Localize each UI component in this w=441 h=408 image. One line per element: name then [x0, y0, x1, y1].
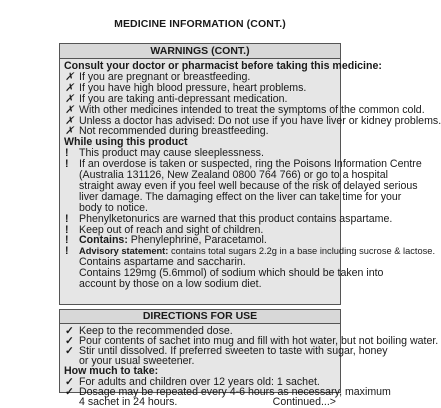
exclamation-icon: !	[65, 212, 69, 225]
page-title: MEDICINE INFORMATION (CONT.)	[114, 18, 286, 30]
consult-heading	[60, 60, 382, 72]
directions-header: DIRECTIONS FOR USE	[60, 310, 340, 324]
list-item-text: If you are taking anti-depressant medication.	[79, 92, 288, 105]
list-item-text: With other medicines intended to treat the symptoms of the common cold.	[79, 103, 425, 116]
list-item-text: Dosage may be repeated every 4-6 hours as necessary, maximum	[79, 385, 391, 398]
exclamation-icon: !	[65, 158, 69, 171]
list-item-text: account by those on a low sodium diet.	[79, 278, 262, 290]
list-item-text: Contains aspartame and saccharin.	[79, 256, 246, 269]
check-icon: ✓	[65, 385, 74, 398]
check-icon: ✓	[65, 335, 74, 348]
list-item-text: 4 sachet in 24 hours.	[79, 395, 178, 408]
continued-text: Continued...>	[272, 395, 336, 408]
list-item-text: Keep to the recommended dose.	[79, 325, 233, 337]
warnings-header: WARNINGS (CONT.)	[60, 44, 340, 59]
list-item-text: or your usual sweetener.	[79, 355, 195, 368]
exclamation-icon: !	[65, 245, 69, 258]
list-item-text: Phenylketonurics are warned that this product contains aspartame.	[79, 212, 393, 225]
list-item-label: Advisory statement:	[79, 246, 171, 257]
consult-heading-text: Consult your doctor or pharmacist before taking this medicine:	[64, 60, 382, 72]
cross-icon: ✗	[65, 92, 74, 105]
cross-icon: ✗	[65, 81, 74, 94]
exclamation-icon: !	[65, 147, 69, 160]
while-heading-text: While using this product	[64, 136, 188, 149]
cross-icon: ✗	[65, 114, 74, 127]
list-item-line: contains total sugars 2.2g in a base including sucrose & lactose.	[170, 246, 436, 257]
list-item-label: Contains:	[79, 234, 131, 247]
directions-panel	[59, 309, 439, 408]
list-item-line: Phenylephrine, Paracetamol.	[130, 234, 267, 247]
cross-icon: ✗	[65, 70, 74, 83]
cross-icon: ✗	[65, 103, 74, 116]
check-icon: ✓	[65, 375, 74, 388]
cross-icon: ✗	[65, 125, 74, 138]
list-item-text: body to notice.	[79, 201, 148, 214]
how-much-heading-text: How much to take:	[64, 365, 159, 378]
list-item-text: Not recommended during breastfeeding.	[79, 125, 269, 138]
exclamation-icon: !	[65, 223, 69, 236]
list-item-text: For adults and children over 12 years old: 1 sachet.	[79, 375, 320, 388]
list-item-text: Keep out of reach and sight of children.	[79, 223, 264, 236]
list-item-text: If you are pregnant or breastfeeding.	[79, 70, 251, 83]
list-item-text: This product may cause sleeplessness.	[79, 147, 264, 160]
check-icon: ✓	[65, 345, 74, 358]
list-item-text: If an overdose is taken or suspected, ring the Poisons Information Centre	[79, 158, 422, 171]
list-item-text	[79, 235, 267, 246]
list-item-text: (Australia 131126, New Zealand 0800 764 766) or go to a hospital	[79, 169, 388, 181]
list-item-text: Pour contents of sachet into mug and fill with hot water, but not boiling water.	[79, 335, 439, 348]
list-item-text: Stir until dissolved. If preferred sweeten to taste with sugar, honey	[79, 345, 388, 358]
list-item-text: straight away even if you feel well because of the risk of delayed serious	[79, 179, 418, 192]
list-item-text: Unless a doctor has advised: Do not use if you have liver or kidney problems.	[79, 114, 441, 127]
check-icon: ✓	[65, 325, 74, 337]
list-item-text: If you have high blood pressure, heart problems.	[79, 81, 307, 94]
list-item-text: liver damage. The damaging effect on the liver can take time for your	[79, 190, 402, 203]
warnings-panel	[59, 43, 441, 305]
list-item-text: Contains 129mg (5.6mmol) of sodium which should be taken into	[79, 267, 384, 280]
exclamation-icon: !	[65, 234, 69, 247]
